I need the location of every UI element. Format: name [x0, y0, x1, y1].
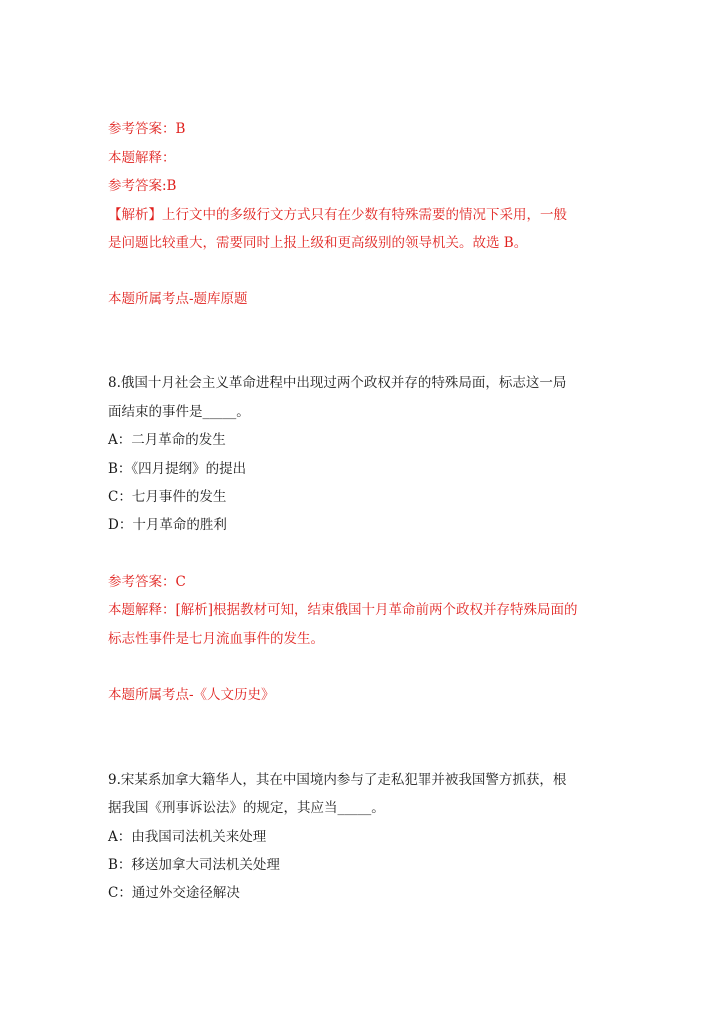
question-8-option-b: B：《四月提纲》的提出	[108, 461, 247, 477]
question-8-explanation-line-2: 标志性事件是七月流血事件的发生。	[108, 631, 324, 647]
question-8-explanation-line-1: 本题解释：[解析]根据教材可知，结束俄国十月革命前两个政权并存特殊局面的	[108, 602, 578, 618]
analysis-line-1: 【解析】上行文中的多级行文方式只有在少数有特殊需要的情况下采用，一般	[108, 207, 567, 223]
question-8-answer: 参考答案：C	[108, 574, 186, 590]
question-9-option-b: B：移送加拿大司法机关处理	[108, 857, 280, 873]
question-9-option-c: C：通过外交途径解决	[108, 885, 240, 901]
question-9-stem-line-2: 据我国《刑事诉讼法》的规定，其应当_____。	[108, 800, 385, 816]
question-8-option-a: A：二月革命的发生	[108, 432, 226, 448]
question-8-stem-line-2: 面结束的事件是_____。	[108, 404, 250, 420]
analysis-line-2: 是问题比较重大，需要同时上报上级和更高级别的领导机关。故选 B。	[108, 235, 528, 251]
question-9-option-a: A：由我国司法机关来处理	[108, 829, 267, 845]
answer-label-secondary: 参考答案:B	[108, 178, 177, 194]
question-8-option-c: C：七月事件的发生	[108, 489, 227, 505]
question-8-option-d: D：十月革命的胜利	[108, 517, 227, 533]
topic-line: 本题所属考点-题库原题	[108, 291, 248, 307]
question-8-stem-line-1: 8.俄国十月社会主义革命进程中出现过两个政权并存的特殊局面，标志这一局	[108, 375, 567, 391]
explanation-label: 本题解释：	[108, 150, 176, 166]
question-9-stem-line-1: 9.宋某系加拿大籍华人，其在中国境内参与了走私犯罪并被我国警方抓获，根	[108, 772, 567, 788]
answer-label: 参考答案：B	[108, 121, 186, 137]
question-8-topic: 本题所属考点-《人文历史》	[108, 687, 275, 703]
